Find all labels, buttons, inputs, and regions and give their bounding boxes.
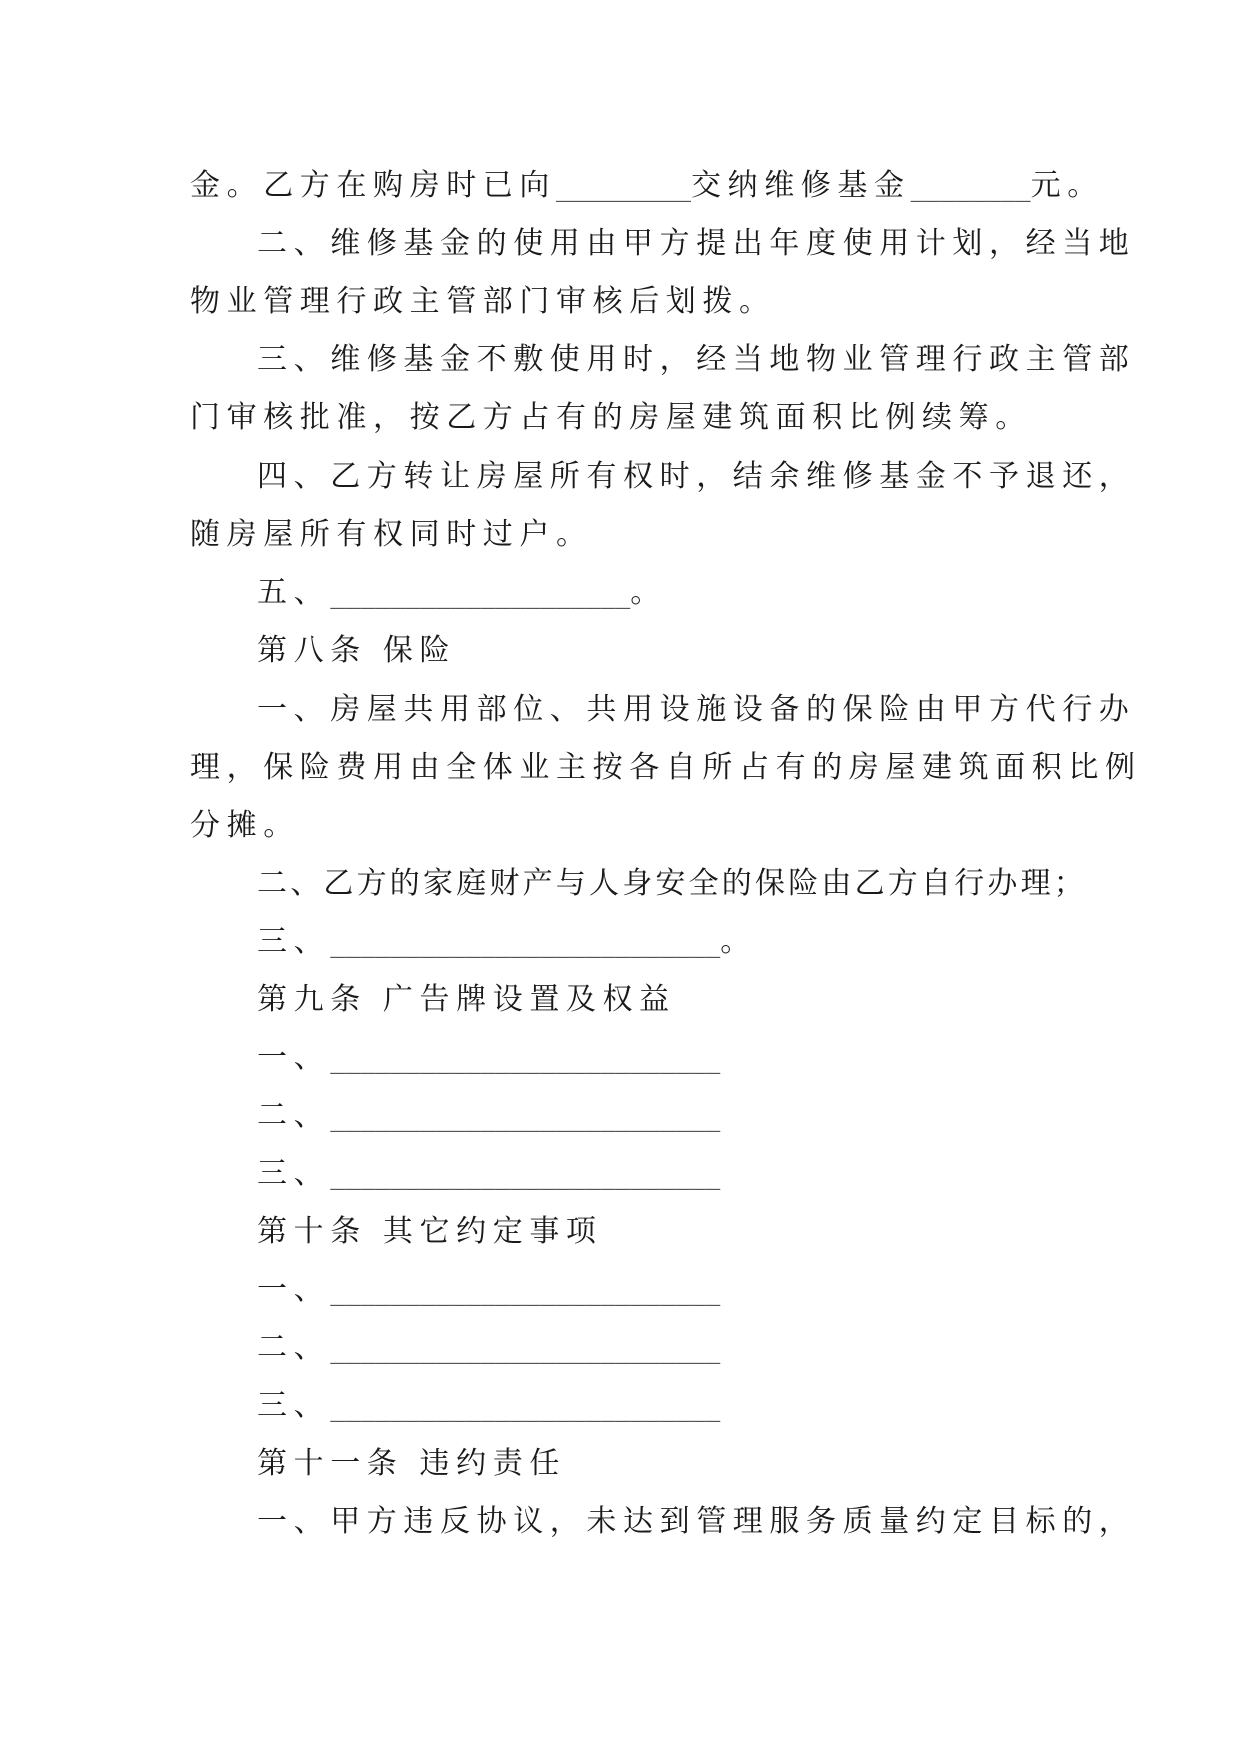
list-marker: 二、: [257, 1330, 331, 1365]
section-heading: 第九条 广告牌设置及权益: [257, 982, 676, 1017]
list-marker: 三、: [257, 1388, 331, 1423]
fill-blank: __________________________: [330, 1040, 721, 1075]
fill-blank: __________________________: [330, 1388, 721, 1423]
list-item: [257, 922, 757, 962]
fill-blank: __________________________: [330, 924, 721, 959]
fill-blank: __________________________: [330, 1330, 721, 1365]
paragraph-line: 四、乙方转让房屋所有权时，结余维修基金不予退还，: [257, 459, 1136, 494]
list-item: [257, 1386, 720, 1426]
fill-blank: __________________________: [330, 1156, 721, 1191]
section-heading: 第十条 其它约定事项: [257, 1214, 603, 1249]
fill-blank: _________: [556, 168, 691, 203]
list-marker: 一、: [257, 1272, 331, 1307]
line-text: 交纳维修基金: [691, 168, 911, 203]
paragraph-line: 二、维修基金的使用由甲方提出年度使用计划，经当地: [257, 226, 1136, 261]
fill-blank: ________: [910, 168, 1031, 203]
list-item: [257, 1038, 720, 1078]
paragraph-line: 一、房屋共用部位、共用设施设备的保险由甲方代行办: [257, 692, 1136, 727]
line-text: 。: [720, 924, 757, 959]
list-item: [257, 1328, 720, 1368]
paragraph-line: 门审核批准，按乙方占有的房屋建筑面积比例续筹。: [190, 400, 1032, 435]
paragraph-line: 二、乙方的家庭财产与人身安全的保险由乙方自行办理；: [257, 866, 1087, 901]
fill-blank: __________________________: [330, 1272, 721, 1307]
section-heading: 第十一条 违约责任: [257, 1446, 566, 1481]
list-marker: 五、: [257, 575, 331, 610]
paragraph-line: 三、维修基金不敷使用时，经当地物业管理行政主管部: [257, 342, 1136, 377]
list-item: [257, 1154, 720, 1194]
list-marker: 二、: [257, 1098, 331, 1133]
paragraph-line: 分摊。: [190, 808, 300, 843]
list-item: [257, 573, 667, 613]
paragraph-line: [190, 166, 1104, 206]
fill-blank: ____________________: [330, 575, 631, 610]
fill-blank: __________________________: [330, 1098, 721, 1133]
list-marker: 三、: [257, 924, 331, 959]
list-item: [257, 1270, 720, 1310]
list-marker: 三、: [257, 1156, 331, 1191]
list-item: [257, 1096, 720, 1136]
line-text: 元。: [1030, 168, 1104, 203]
section-heading: 第八条 保险: [257, 633, 457, 668]
list-marker: 一、: [257, 1040, 331, 1075]
line-text: 。: [630, 575, 667, 610]
paragraph-line: 一、甲方违反协议，未达到管理服务质量约定目标的，: [257, 1504, 1136, 1539]
paragraph-line: 理，保险费用由全体业主按各自所占有的房屋建筑面积比例: [190, 750, 1142, 785]
paragraph-line: 物业管理行政主管部门审核后划拨。: [190, 284, 776, 319]
paragraph-line: 随房屋所有权同时过户。: [190, 517, 593, 552]
line-text: 金。乙方在购房时已向: [190, 168, 556, 203]
